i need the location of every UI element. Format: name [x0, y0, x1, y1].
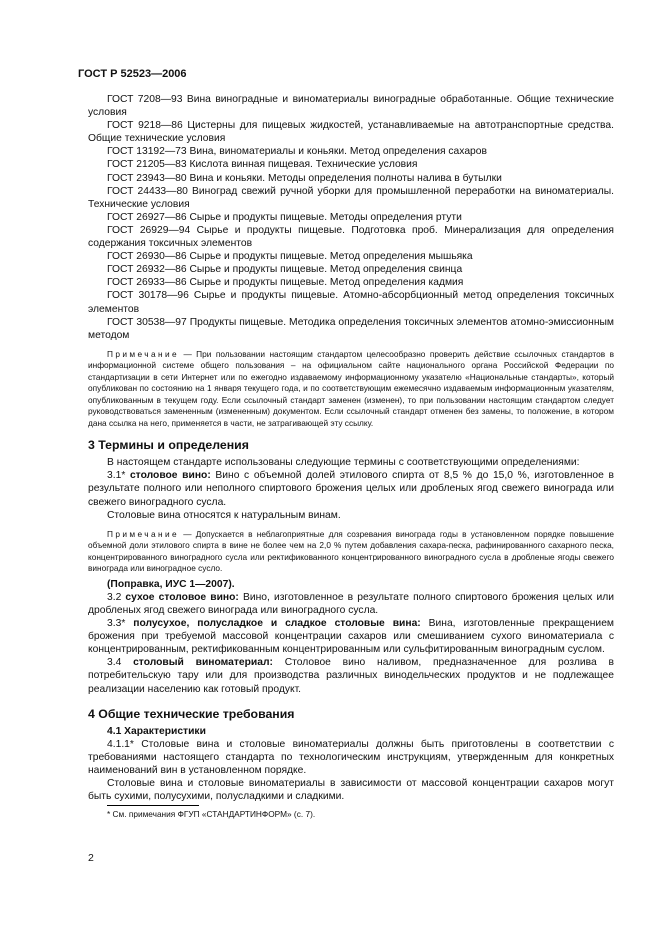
ref-item: ГОСТ 9218—86 Цистерны для пищевых жидкостей, устанавливаемые на автотранспортные средства. Общие технические условия	[88, 120, 614, 145]
ref-item: ГОСТ 26932—86 Сырье и продукты пищевые. Метод определения свинца	[107, 264, 463, 276]
term-number: 3.3*	[107, 618, 134, 630]
term-definition: Столовое вино наливом, предназначенное для розлива в потребительскую тару или для производства различных винодельческих продуктов и не подлежащее реализации населению как готовый продукт.	[88, 657, 614, 695]
ref-item: ГОСТ 23943—80 Вина и коньяки. Методы определения полноты налива в бутылки	[107, 172, 502, 184]
note-label: Примечание	[107, 528, 180, 539]
term-3-3	[88, 617, 614, 656]
term-3-1-extra: Столовые вина относятся к натуральным винам.	[107, 509, 341, 521]
term-name: сухое столовое вино:	[125, 591, 239, 603]
term-name: полусухое, полусладкое и сладкое столовые вина:	[133, 618, 421, 630]
term-definition: Вина, изготовленные прекращением брожения при требуемой массовой концентрации сахаров или смешиванием сухого виноматериала с концентрированным, ректификованным концентрированным или сульфитированным виноградным суслом.	[88, 618, 614, 656]
term-name: столовое вино:	[129, 470, 211, 482]
ref-item: ГОСТ 30538—97 Продукты пищевые. Методика определения токсичных элементов атомно-эмиссионным методом	[88, 316, 614, 341]
term-3-2	[88, 591, 614, 617]
references-note	[88, 349, 614, 430]
term-name: столовый виноматериал:	[133, 657, 273, 669]
note-label: Примечание	[107, 348, 180, 359]
ref-item: ГОСТ 13192—73 Вина, виноматериалы и коньяки. Метод определения сахаров	[107, 146, 487, 158]
page-header: ГОСТ Р 52523—2006	[78, 68, 187, 80]
note-text: — При пользовании настоящим стандартом целесообразно проверить действие ссылочных стандартов в информационной системе общего пользования – на официальном сайте национального органа Российской Федерации по стандартизации в сети Интернет или по ежегодно издаваемому информационному указателю «Национальные стандарты», который опубликован по состоянию на 1 января текущего года, и по соответствующим ежемесячно издаваемым информационным указателям, опубликованным в текущем году. Если ссылочный стандарт заменен (изменен), то при пользовании настоящим стандартом следует руководствоваться замененным (измененным) документом. Если ссылочный стандарт отменен без замены, то положение, в котором дана ссылка на него, применяется в части, не затрагивающей эту ссылку.	[88, 348, 614, 428]
ref-item: ГОСТ 24433—80 Виноград свежий ручной уборки для промышленной переработки на виноматериалы. Технические условия	[88, 185, 614, 210]
term-number: 3.2	[107, 591, 126, 603]
references-list	[88, 93, 614, 342]
section-3-intro: В настоящем стандарте использованы следующие термины с соответствующими определениями:	[107, 457, 580, 469]
page-number: 2	[88, 852, 94, 864]
ref-item: ГОСТ 26930—86 Сырье и продукты пищевые. Метод определения мышьяка	[107, 251, 473, 263]
ref-item: ГОСТ 26927—86 Сырье и продукты пищевые. Методы определения ртути	[107, 211, 462, 223]
footnote-divider	[107, 805, 199, 806]
footnote: * См. примечания ФГУП «СТАНДАРТИНФОРМ» (с. 7).	[107, 809, 316, 820]
note-text: — Допускается в неблагоприятные для созревания винограда годы в установленном порядке повышение объемной доли этилового спирта в вине не более чем на 2,0 % путем добавления сахара-песка, рафинированного сахарного песка, концентрированного виноградного сусла или ректификованного концентрированного виноградного сусла в дробленые ягоды свежего винограда или виноградное сусло.	[88, 528, 614, 574]
ref-item: ГОСТ 30178—96 Сырье и продукты пищевые. Атомно-абсорбционный метод определения токсичных элементов	[88, 290, 614, 315]
section-3-title: 3 Термины и определения	[88, 438, 249, 453]
document-body	[88, 93, 614, 820]
term-definition: Вино, изготовленное в результате полного спиртового брожения целых или дробленых ягод свежего винограда или виноградного сусла.	[88, 591, 614, 616]
para-4-1-1-cont: Столовые вина и столовые виноматериалы в зависимости от массовой концентрации сахаров могут быть сухими, полусухими, полусладкими и сладкими.	[88, 777, 614, 803]
subsection-4-1-title: 4.1 Характеристики	[107, 725, 206, 737]
term-number: 3.4	[107, 657, 134, 669]
ref-item: ГОСТ 26933—86 Сырье и продукты пищевые. Метод определения кадмия	[107, 277, 464, 289]
amendment-note: (Поправка, ИУС 1—2007).	[107, 578, 235, 590]
term-3-4	[88, 656, 614, 695]
term-3-1	[88, 469, 614, 508]
section-4-title: 4 Общие технические требования	[88, 706, 295, 721]
ref-item: ГОСТ 21205—83 Кислота винная пищевая. Технические условия	[107, 159, 418, 171]
para-4-1-1: 4.1.1* Столовые вина и столовые виноматериалы должны быть приготовлены в соответствии с требованиями настоящего стандарта по технологическим инструкциям, утвержденным для конкретных наименований вин в установленном порядке.	[88, 738, 614, 776]
ref-item: ГОСТ 7208—93 Вина виноградные и виноматериалы виноградные обработанные. Общие технические условия	[88, 94, 614, 119]
term-definition: Вино с объемной долей этилового спирта от 8,5 % до 15,0 %, изготовленное в результате полного или неполного спиртового брожения целых или дробленых ягод свежего винограда или свежего виноградного сусла.	[88, 470, 614, 508]
term-note	[88, 529, 614, 575]
term-number: 3.1*	[107, 470, 130, 482]
ref-item: ГОСТ 26929—94 Сырье и продукты пищевые. Подготовка проб. Минерализация для определения содержания токсичных элементов	[88, 224, 614, 250]
